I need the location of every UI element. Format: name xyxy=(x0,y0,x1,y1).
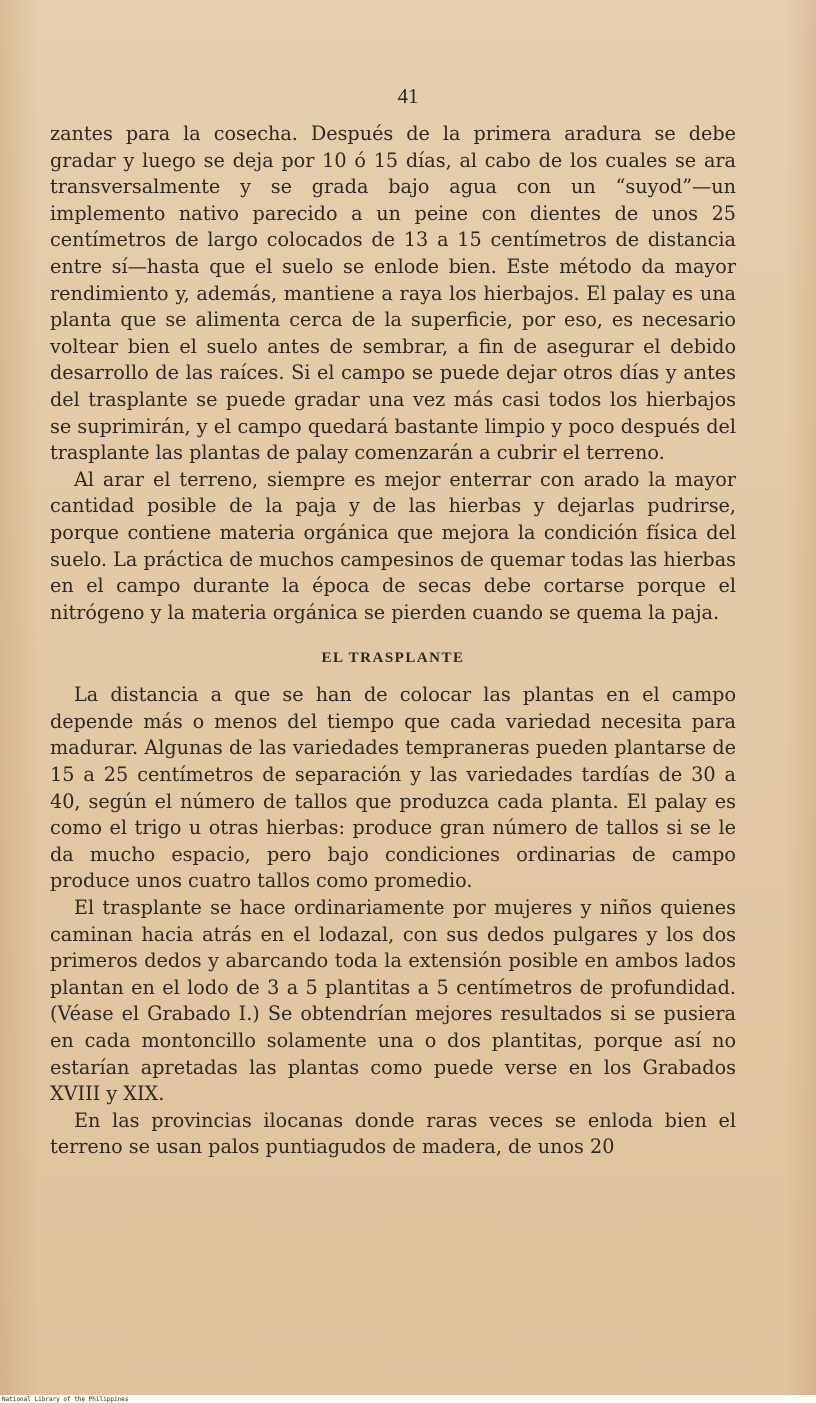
paragraph-trasplante: El trasplante se hace ordinariamente por mujeres y niños quienes caminan hacia atrás en el lodazal, con sus dedos pulgares y los dos primeros dedos y abarcando toda la extensión posible en ambos lados plantan en el lodo de 3 a 5 plantitas a 5 centímetros de profundidad. (Véase el Grabado I.) Se obtendrían mejores resultados si se pusiera en cada montoncillo solamente una o dos plantitas, porque así no estarían apretadas las plantas como puede verse en los Grabados XVIII y XIX. xyxy=(50,896,736,1106)
section-heading: EL TRASPLANTE xyxy=(321,650,465,667)
paragraph-distancia: La distancia a que se han de colocar las plantas en el campo depende más o menos del tiempo que cada variedad necesita para madurar. Algunas de las variedades tempraneras pueden plantarse de 15 a 25 centímetros de separación y las variedades tardías de 30 a 40, según el número de tallos que produzca cada planta. El palay es como el trigo u otras hierbas: produce gran número de tallos si se le da mucho espacio, pero bajo condiciones ordinarias de campo produce unos cuatro tallos como promedio. xyxy=(50,683,736,893)
page-body xyxy=(50,121,736,1161)
page-number: 41 xyxy=(397,84,419,108)
paragraph-arar: Al arar el terreno, siempre es mejor enterrar con arado la mayor cantidad posible de la paja y de las hierbas y dejarlas pudrirse, porque contiene materia orgánica que mejora la condición física del suelo. La práctica de muchos campesinos de quemar todas las hierbas en el campo durante la época de secas debe cortarse porque el nitrógeno y la materia orgánica se pierden cuando se quema la paja. xyxy=(50,467,736,624)
paragraph-ilocanas: En las provincias ilocanas donde raras veces se enloda bien el terreno se usan palos puntiagudos de madera, de unos 20 xyxy=(50,1108,736,1159)
scan-footer-label: National Library of the Philippines xyxy=(2,1396,129,1403)
paragraph-continuation: zantes para la cosecha. Después de la primera aradura se debe gradar y luego se deja por 10 ó 15 días, al cabo de los cuales se ara transversalmente y se grada bajo agua con un “suyod”—un implemento nativo parecido a un peine con dientes de unos 25 centímetros de largo colocados de 13 a 15 centímetros de distancia entre sí—hasta que el suelo se enlode bien. Este método da mayor rendimiento y, además, mantiene a raya los hierbajos. El palay es una planta que se alimenta cerca de la superficie, por eso, es necesario voltear bien el suelo antes de sembrar, a fin de asegurar el debido desarrollo de las raíces. Si el campo se puede dejar otros días y antes del trasplante se puede gradar una vez más casi todos los hierbajos se suprimirán, y el campo quedará bastante limpio y poco después del trasplante las plantas de palay comenzarán a cubrir el terreno. xyxy=(50,122,736,465)
